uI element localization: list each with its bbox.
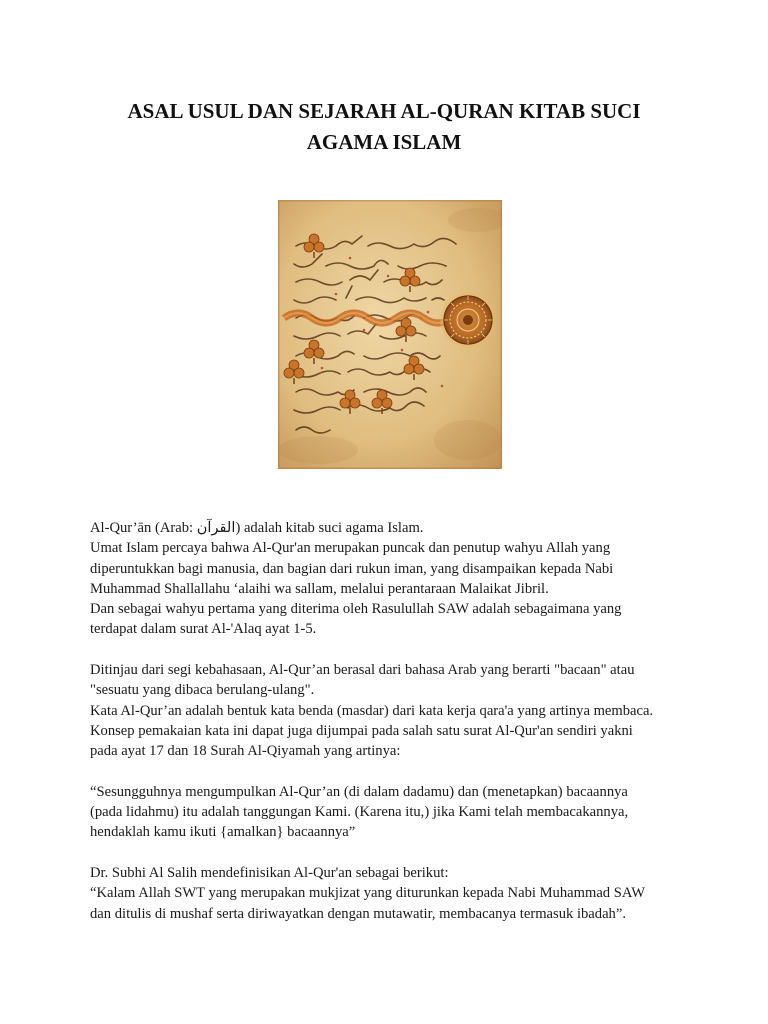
page-title	[60, 96, 708, 158]
paragraph-definition: Al-Qur’ān (Arab: القرآن) adalah kitab suci agama Islam. Umat Islam percaya bahwa Al-Qur'an merupakan puncak dan penutup wahyu Allah yang diperuntukkan bagi manusia, dan bagian dari rukun iman, yang disampaikan kepada Nabi Muhammad Shallallahu ‘alaihi wa sallam, melalui perantaraan Malaikat Jibril. Dan sebagai wahyu pertama yang diterima oleh Rasulullah SAW adalah sebagaimana yang terdapat dalam surat Al-'Alaq ayat 1-5.	[90, 520, 622, 638]
paragraph-subhi-al-salih: Dr. Subhi Al Salih mendefinisikan Al-Qur'an sebagai berikut: “Kalam Allah SWT yang merupakan mukjizat yang diturunkan kepada Nabi Muhammad SAW dan ditulis di mushaf serta diriwayatkan dengan mutawatir, membacanya termasuk ibadah”.	[90, 865, 646, 922]
quran-manuscript-image	[278, 200, 502, 469]
document-body	[90, 518, 690, 924]
paragraph-etymology: Ditinjau dari segi kebahasaan, Al-Qur’an berasal dari bahasa Arab yang berarti "bacaan" atau "sesuatu yang dibaca berulang-ulang". Kata Al-Qur’an adalah bentuk kata benda (masdar) dari kata kerja qara'a yang artinya membaca. Konsep pemakaian kata ini dapat juga dijumpai pada salah satu surat Al-Qur'an sendiri yakni pada ayat 17 dan 18 Surah Al-Qiyamah yang artinya:	[90, 662, 654, 760]
title-line-1: ASAL USUL DAN SEJARAH AL-QURAN KITAB SUCI	[127, 99, 641, 123]
paragraph-quotation: “Sesungguhnya mengumpulkan Al-Qur’an (di dalam dadamu) dan (menetapkan) bacaannya (pada lidahmu) itu adalah tanggungan Kami. (Karena itu,) jika Kami telah membacakannya, hendaklah kamu ikuti {amalkan} bacaannya”	[90, 783, 629, 841]
title-line-2: AGAMA ISLAM	[306, 130, 462, 154]
